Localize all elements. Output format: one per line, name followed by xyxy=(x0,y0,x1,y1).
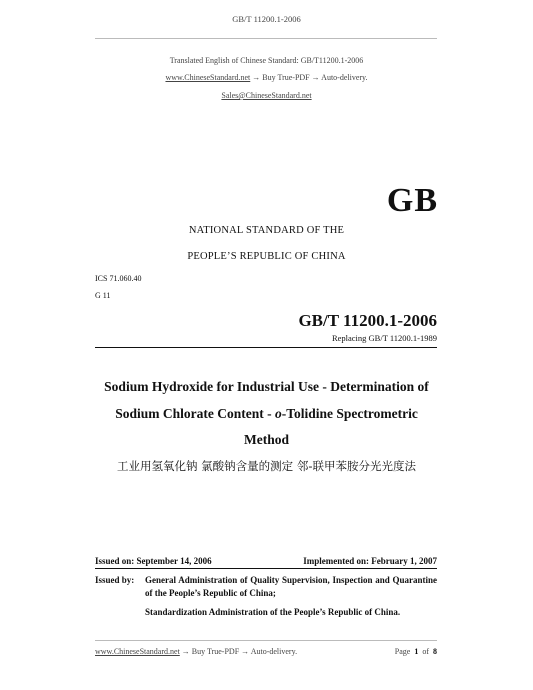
title-line2-italic: o xyxy=(274,406,282,421)
translation-line: Translated English of Chinese Standard: GB/T11200.1-2006 xyxy=(169,56,364,65)
running-header: GB/T 11200.1-2006 xyxy=(232,14,301,24)
page-indicator xyxy=(395,647,437,656)
national-standard-line2: PEOPLE’S REPUBLIC OF CHINA xyxy=(187,251,346,262)
email-line xyxy=(0,91,533,100)
dates-row xyxy=(95,556,437,566)
code-rule xyxy=(95,347,437,348)
title-line2-a: Sodium Chlorate Content - xyxy=(115,406,275,421)
national-standard-line1: NATIONAL STANDARD OF THE xyxy=(188,225,345,236)
footer-suffix: → Buy True-PDF → Auto-delivery. xyxy=(179,647,298,656)
header-rule xyxy=(95,38,437,39)
footer xyxy=(95,647,437,656)
footer-site-link[interactable]: www.ChineseStandard.net xyxy=(95,647,180,656)
gb-logo: GB xyxy=(386,182,438,219)
issued-by-1: General Administration of Quality Supervision, Inspection and Quarantine of the People’s Republic of China; xyxy=(145,575,437,598)
footer-rule xyxy=(95,640,437,641)
chinese-title: 工业用氢氧化钠 氯酸钠含量的测定 邻-联甲苯胺分光光度法 xyxy=(117,459,416,473)
site-link[interactable]: www.ChineseStandard.net xyxy=(165,73,251,82)
category-code: G 11 xyxy=(95,291,111,300)
page-total: 8 xyxy=(433,647,437,656)
issued-by-block xyxy=(95,574,437,619)
issued-by-label: Issued by: xyxy=(95,575,135,585)
title-line3: Method xyxy=(244,432,289,447)
page-number: 1 xyxy=(414,647,419,656)
issued-by-2: Standardization Administration of the People’s Republic of China. xyxy=(145,607,401,617)
title-line2-b: -Tolidine Spectrometric xyxy=(281,406,418,421)
translation-site-line xyxy=(0,73,533,82)
dates-rule xyxy=(95,568,437,569)
site-suffix: → Buy True-PDF → Auto-delivery. xyxy=(250,73,368,82)
title-line1: Sodium Hydroxide for Industrial Use - Determination of xyxy=(104,379,429,394)
implemented-on: Implemented on: February 1, 2007 xyxy=(303,556,437,566)
email-link[interactable]: Sales@ChineseStandard.net xyxy=(221,91,312,100)
replacing-code: Replacing GB/T 11200.1-1989 xyxy=(331,333,437,343)
title-line2 xyxy=(0,406,533,422)
of-label: of xyxy=(422,647,429,656)
ics-code: ICS 71.060.40 xyxy=(95,274,142,283)
standard-code: GB/T 11200.1-2006 xyxy=(298,311,437,330)
page-label: Page xyxy=(394,647,411,656)
issued-on: Issued on: September 14, 2006 xyxy=(95,556,212,566)
